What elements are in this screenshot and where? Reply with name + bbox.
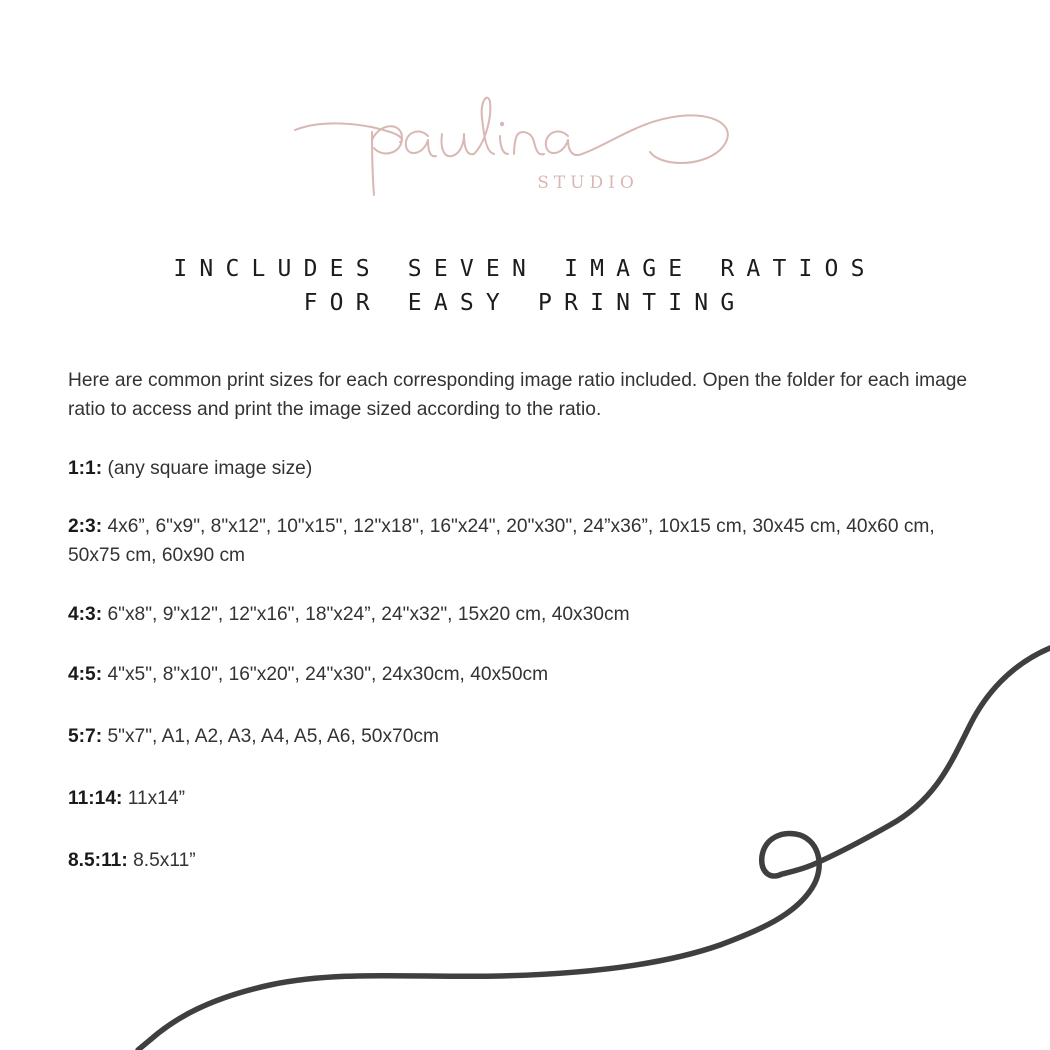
intro-paragraph: Here are common print sizes for each corresponding image ratio included. Open the folder for each image ratio to access and print the image sized according to the ratio. xyxy=(68,370,968,420)
ratio-item-11-14 xyxy=(68,784,988,813)
page-heading xyxy=(0,252,1050,320)
ratio-label: 5:7: xyxy=(68,726,103,747)
ratio-sizes: 4"x5", 8"x10", 16"x20", 24"x30", 24x30cm, 40x50cm xyxy=(107,664,549,685)
ratio-sizes: 5"x7", A1, A2, A3, A4, A5, A6, 50x70cm xyxy=(107,726,439,747)
ratio-item-8-5-11 xyxy=(68,846,988,875)
ratio-item-4-5 xyxy=(68,660,988,689)
ratio-label: 4:3: xyxy=(68,604,103,625)
brand-logo xyxy=(0,40,1050,220)
ratio-label: 11:14: xyxy=(68,788,123,809)
ratio-sizes: 11x14” xyxy=(127,788,185,809)
ratio-item-2-3 xyxy=(68,512,988,570)
ratio-sizes: 4x6”, 6"x9", 8"x12", 10"x15", 12"x18", 16"x24", 20"x30", 24”x36”, 10x15 cm, 30x45 cm, 40x60 cm, 50x75 cm, 60x90 cm xyxy=(68,516,935,566)
ratio-label: 1:1: xyxy=(68,458,103,479)
ratio-item-1-1 xyxy=(68,454,988,483)
brand-subtitle: STUDIO xyxy=(537,173,639,193)
ratio-label: 8.5:11: xyxy=(68,850,128,871)
ratio-sizes: 8.5x11” xyxy=(133,850,196,871)
heading-line-1: INCLUDES SEVEN IMAGE RATIOS xyxy=(173,256,877,282)
ratio-item-4-3 xyxy=(68,600,988,629)
ratio-sizes: 6"x8", 9"x12", 12"x16", 18"x24”, 24"x32", 15x20 cm, 40x30cm xyxy=(107,604,630,625)
ratio-item-5-7 xyxy=(68,722,988,751)
heading-line-2: FOR EASY PRINTING xyxy=(303,290,747,316)
ratio-sizes: (any square image size) xyxy=(107,458,313,479)
ratio-label: 2:3: xyxy=(68,516,103,537)
ratio-label: 4:5: xyxy=(68,664,103,685)
brand-logo-mark xyxy=(0,40,1050,220)
